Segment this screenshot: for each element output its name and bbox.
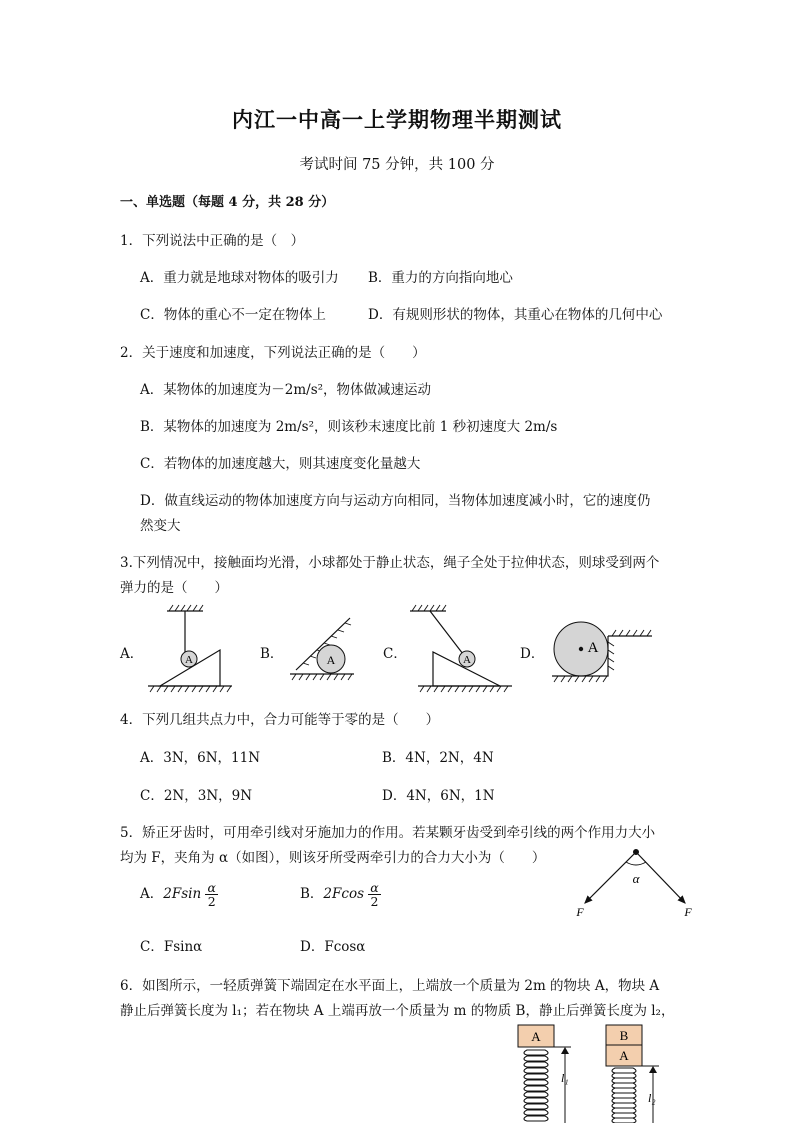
question-5-option-d: D．Fcosα [300, 939, 366, 955]
question-4-option-b: B．4N，2N，4N [382, 750, 494, 766]
question-2-option-d-continued: 然变大 [140, 518, 181, 534]
block-a-label-left: A [531, 1029, 541, 1044]
question-2-option-d: D．做直线运动的物体加速度方向与运动方向相同，当物体加速度减小时，它的速度仍 [140, 493, 651, 509]
figure-label-c: C． [383, 646, 407, 662]
option-a-fraction [205, 881, 217, 908]
figure-a-diagram [148, 605, 232, 692]
figure-d-diagram [552, 622, 652, 682]
figure-a-ball-label: A [185, 654, 193, 666]
option-a-prefix: A． [140, 886, 164, 903]
exam-title: 内江一中高一上学期物理半期测试 [232, 107, 562, 132]
length-label-l1: l₁ [561, 1071, 569, 1085]
exam-subtitle: 考试时间 75 分钟，共 100 分 [299, 157, 495, 173]
question-5-stem-line-2: 均为 F，夹角为 α（如图），则该牙所受两牵引力的合力大小为（ ） [120, 850, 546, 866]
section-heading: 一、单选题（每题 4 分，共 28 分） [120, 195, 335, 210]
question-2-option-a: A．某物体的加速度为－2m/s²，物体做减速运动 [140, 382, 432, 398]
question-5-option-a [140, 881, 218, 908]
question-3-stem-line-2: 弹力的是（ ） [120, 580, 228, 596]
figure-label-b: B． [260, 646, 284, 662]
question-1-stem: 1．下列说法中正确的是（ ） [120, 233, 305, 249]
question-3-stem-line-1: 3.下列情况中，接触面均光滑，小球都处于静止状态，绳子全处于拉伸状态，则球受到两个 [120, 555, 660, 571]
question-1-option-b: B．重力的方向指向地心 [368, 270, 513, 286]
figure-label-d: D． [520, 646, 545, 662]
question-1-option-a: A．重力就是地球对物体的吸引力 [140, 270, 339, 286]
fraction-denominator: 2 [370, 894, 379, 910]
question-4-option-a: A．3N，6N，11N [140, 750, 261, 766]
figure-c-diagram [410, 605, 512, 692]
question-1-option-d: D．有规则形状的物体，其重心在物体的几何中心 [368, 307, 663, 323]
fraction-numerator: α [370, 880, 379, 895]
question-1-option-c: C．物体的重心不一定在物体上 [140, 307, 326, 323]
fraction-numerator: α [207, 880, 216, 895]
question-2-stem: 2．关于速度和加速度，下列说法正确的是（ ） [120, 345, 426, 361]
force-right-label: F [684, 905, 692, 919]
question-6-spring-diagram [505, 1020, 685, 1123]
question-4-stem: 4．下列几组共点力中，合力可能等于零的是（ ） [120, 712, 440, 728]
figure-b-diagram [290, 618, 354, 680]
figure-label-a: A． [120, 646, 144, 662]
figure-d-ball-label: A [587, 640, 599, 656]
fraction-denominator: 2 [207, 894, 216, 910]
option-a-expression: 2Fsin [163, 886, 202, 903]
question-6-stem-line-2: 静止后弹簧长度为 l₁；若在物块 A 上端再放一个质量为 m 的物质 B，静止后弹簧长度为 l₂， [120, 1003, 675, 1019]
block-a-label-right: A [619, 1048, 629, 1063]
question-2-option-b: B．某物体的加速度为 2m/s²，则该秒末速度比前 1 秒初速度大 2m/s [140, 419, 558, 435]
question-2-option-c: C．若物体的加速度越大，则其速度变化量越大 [140, 456, 421, 472]
question-5-force-diagram [568, 840, 698, 924]
question-5-option-c: C．Fsinα [140, 939, 203, 955]
question-5-stem-line-1: 5．矫正牙齿时，可用牵引线对牙施加力的作用。若某颗牙齿受到牵引线的两个作用力大小 [120, 825, 656, 841]
figure-b-ball-label: A [326, 653, 336, 667]
option-b-expression: 2Fcos [323, 886, 364, 903]
force-left-label: F [576, 905, 584, 919]
angle-label: α [632, 871, 640, 886]
option-b-fraction [368, 881, 380, 908]
length-label-l2: l₂ [648, 1091, 656, 1105]
figure-c-ball-label: A [463, 654, 471, 666]
option-b-prefix: B． [300, 886, 324, 903]
question-3-figures [140, 600, 660, 695]
question-6-stem-line-1: 6．如图所示，一轻质弹簧下端固定在水平面上，上端放一个质量为 2m 的物块 A，物块 A [120, 978, 660, 994]
question-4-option-c: C．2N，3N，9N [140, 788, 253, 804]
block-b-label: B [619, 1028, 629, 1043]
question-5-option-b [300, 881, 381, 908]
question-4-option-d: D．4N，6N，1N [382, 788, 495, 804]
